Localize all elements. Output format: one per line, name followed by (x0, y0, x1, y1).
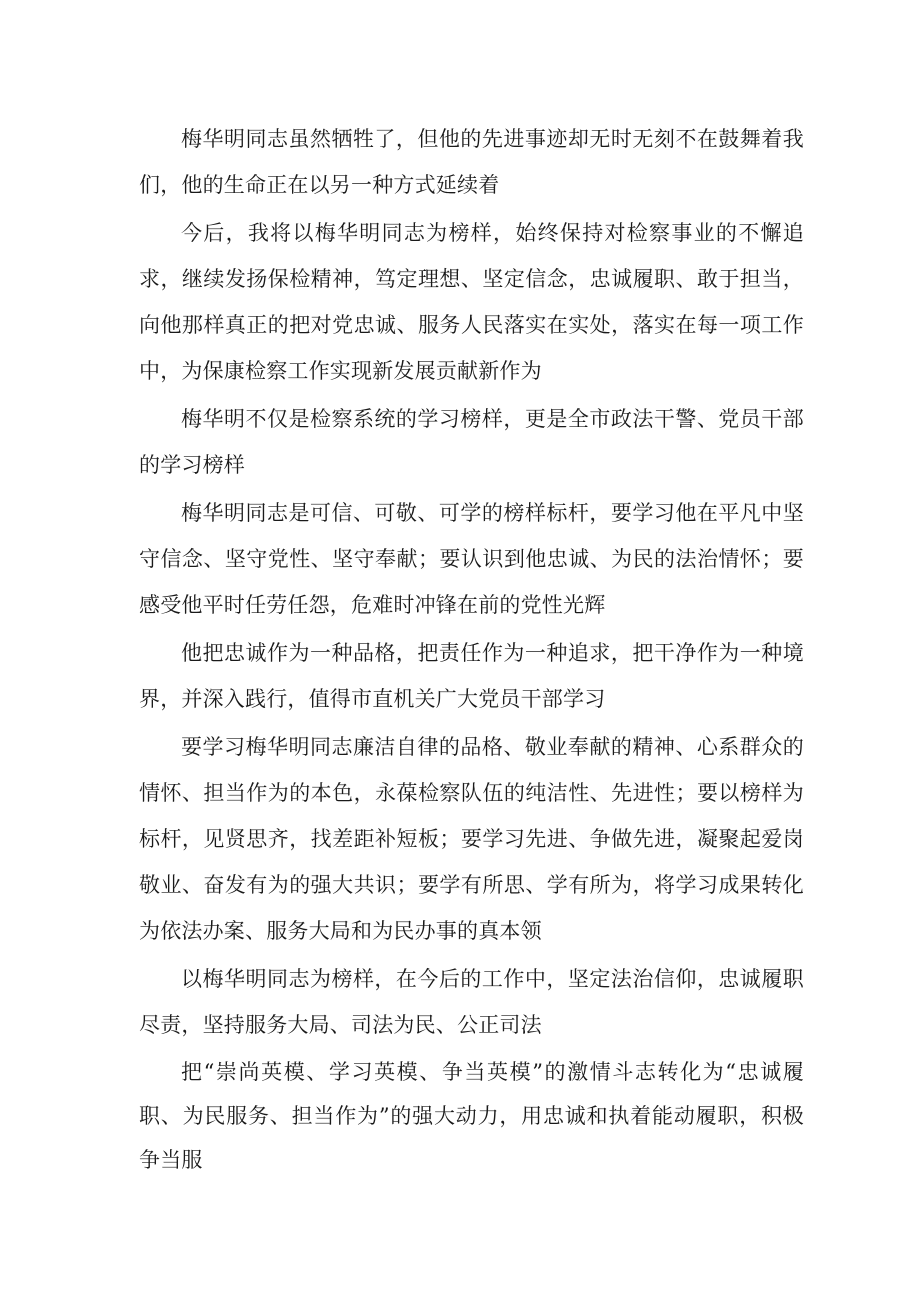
document-body (139, 116, 804, 1184)
paragraph-8: 把“崇尚英模、学习英模、争当英模”的激情斗志转化为“忠诚履职、为民服务、担当作为”的强大动力，用忠诚和执着能动履职，积极争当服 (139, 1060, 804, 1172)
paragraph-2: 今后，我将以梅华明同志为榜样，始终保持对检察事业的不懈追求，继续发扬保检精神，笃定理想、坚定信念，忠诚履职、敢于担当，向他那样真正的把对党忠诚、服务人民落实在实处，落实在每一项工作中，为保康检察工作实现新发展贡献新作为 (139, 221, 804, 383)
paragraph-3: 梅华明不仅是检察系统的学习榜样，更是全市政法干警、党员干部的学习榜样 (139, 407, 804, 477)
paragraph-4: 梅华明同志是可信、可敬、可学的榜样标杆，要学习他在平凡中坚守信念、坚守党性、坚守奉献；要认识到他忠诚、为民的法治情怀；要感受他平时任劳任怨，危难时冲锋在前的党性光辉 (139, 501, 804, 617)
paragraph-1: 梅华明同志虽然牺牲了，但他的先进事迹却无时无刻不在鼓舞着我们，他的生命正在以另一种方式延续着 (139, 127, 804, 197)
paragraph-7: 以梅华明同志为榜样，在今后的工作中，坚定法治信仰，忠诚履职尽责，坚持服务大局、司法为民、公正司法 (139, 967, 804, 1037)
paragraph-5: 他把忠诚作为一种品格，把责任作为一种追求，把干净作为一种境界，并深入践行，值得市直机关广大党员干部学习 (139, 641, 804, 711)
paragraph-6: 要学习梅华明同志廉洁自律的品格、敬业奉献的精神、心系群众的情怀、担当作为的本色，永葆检察队伍的纯洁性、先进性；要以榜样为标杆，见贤思齐，找差距补短板；要学习先进、争做先进，凝聚起爱岗敬业、奋发有为的强大共识；要学有所思、学有所为，将学习成果转化为依法办案、服务大局和为民办事的真本领 (139, 735, 804, 943)
